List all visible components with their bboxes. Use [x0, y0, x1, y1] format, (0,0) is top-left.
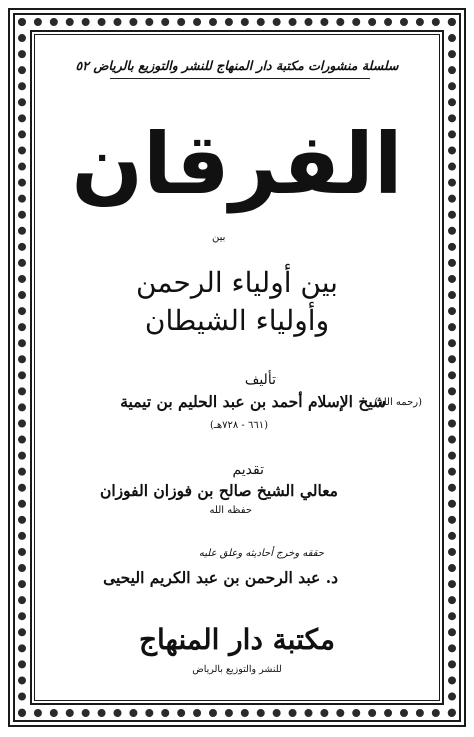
- series-line: سلسلة منشورات مكتبة دار المنهاج للنشر والتوزيع بالرياض ٥٢: [75, 58, 399, 73]
- editor-name: د. عبد الرحمن بن عبد الكريم اليحيى: [103, 568, 338, 587]
- publisher-subtitle: للنشر والتوزيع بالرياض: [192, 664, 282, 675]
- intro-honorific: حفظه الله: [209, 505, 252, 516]
- author-name: شيخ الإسلام أحمد بن عبد الحليم بن تيمية: [120, 392, 386, 411]
- book-title: الفرقان: [71, 115, 403, 213]
- title-connector: بين: [212, 232, 226, 243]
- subtitle-line-2: وأولياء الشيطان: [144, 304, 330, 337]
- author-dates: (٦٦١ - ٧٢٨هـ): [209, 420, 268, 431]
- author-honorific: (رحمه الله): [374, 397, 422, 408]
- intro-label: تقديم: [232, 462, 264, 478]
- author-label: تأليف: [244, 372, 276, 388]
- subtitle-line-1: بين أولياء الرحمن: [136, 266, 338, 299]
- intro-name: معالي الشيخ صالح بن فوزان الفوزان: [99, 481, 338, 500]
- publisher-logo-text: مكتبة دار المنهاج: [138, 623, 336, 656]
- series-underline: [110, 78, 370, 79]
- editor-label: حققه وخرج أحاديثه وعلق عليه: [198, 548, 324, 559]
